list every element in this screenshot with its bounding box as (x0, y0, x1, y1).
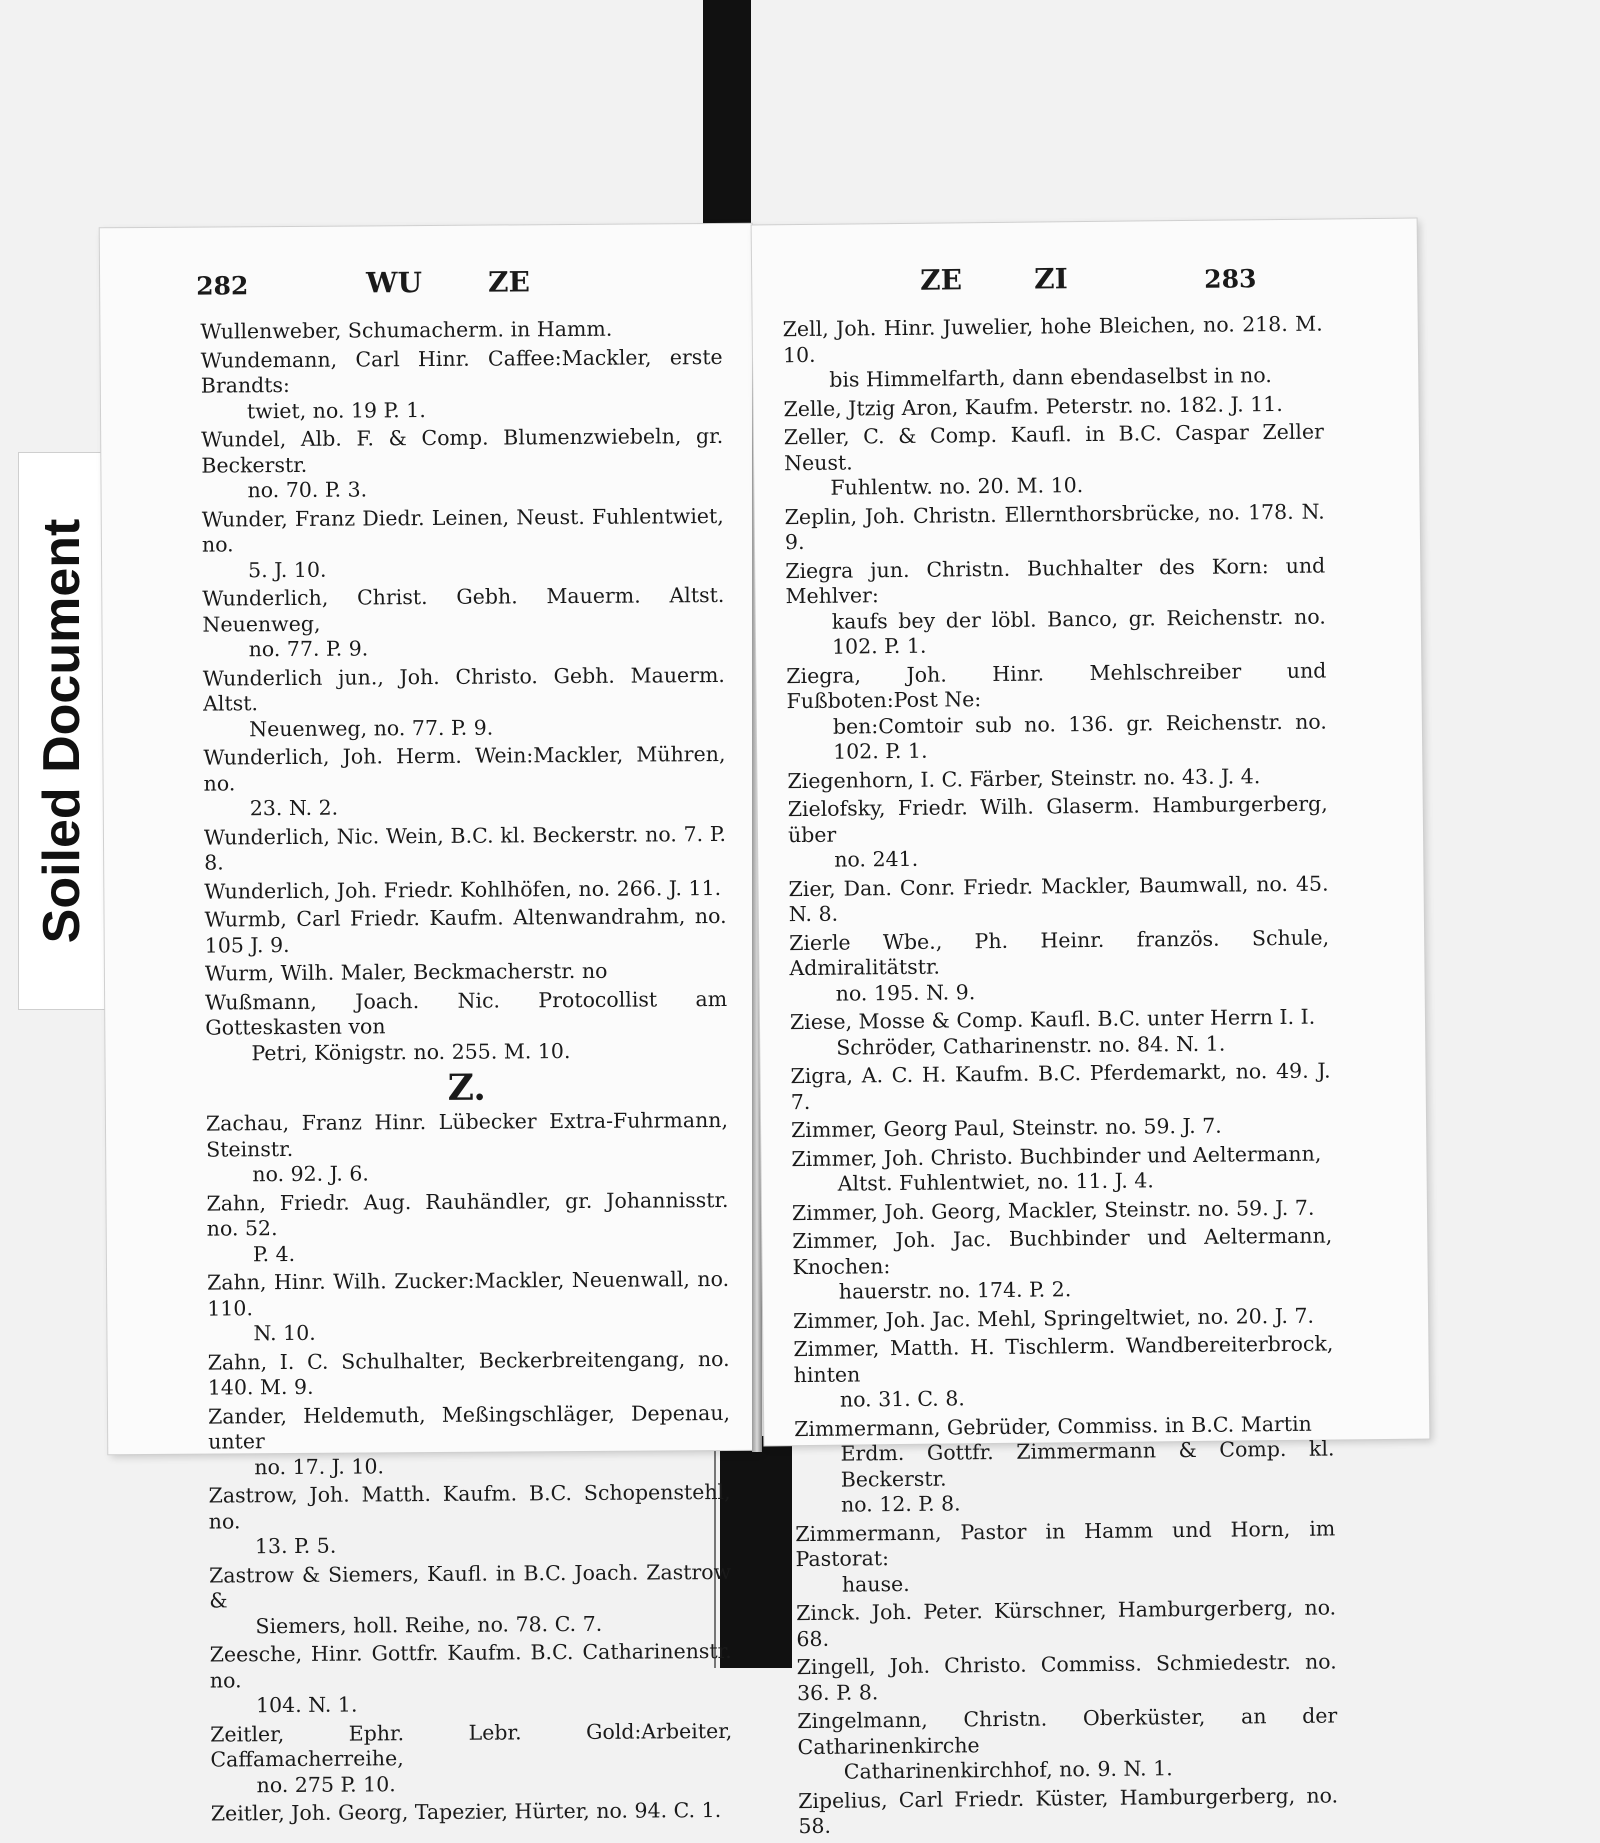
directory-entry (787, 763, 1327, 794)
directory-entry (792, 1223, 1333, 1305)
directory-entry (209, 1559, 732, 1639)
directory-entry (784, 420, 1325, 502)
entry-first-line: Zimmer, Matth. H. Tischlerm. Wandbereiterbrock, hinten (793, 1331, 1334, 1387)
right-running-head-start: ZE (920, 263, 963, 297)
entry-first-line: Ziegra, Joh. Hinr. Mehlschreiber und Fußboten:Post Ne: (786, 658, 1327, 714)
entry-continuation-line: Altst. Fuhlentwiet, no. 11. J. 4. (837, 1168, 1154, 1196)
entry-continuation-line: no. 70. P. 3. (247, 477, 368, 503)
entry-first-line: Wunder, Franz Diedr. Leinen, Neust. Fuhlentwiet, no. (201, 503, 724, 557)
directory-entry (200, 316, 722, 345)
entry-first-line: Ziegra jun. Christn. Buchhalter des Korn: und Mehlver: (785, 553, 1326, 609)
entry-first-line: Zimmer, Joh. Christo. Buchbinder und Aeltermann, (791, 1141, 1322, 1171)
entry-first-line: Zeitler, Joh. Georg, Tapezier, Hürter, no. 94. C. 1. (210, 1797, 722, 1826)
directory-entry (783, 312, 1324, 394)
entry-first-line: Zielofsky, Friedr. Wilh. Glaserm. Hamburgerberg, über (787, 791, 1328, 847)
entry-continuation-line: no. 195. N. 9. (835, 979, 976, 1006)
left-page (100, 224, 761, 1826)
entry-continuation-line: no. 275 P. 10. (256, 1771, 396, 1797)
entry-first-line: Wurmb, Carl Friedr. Kaufm. Altenwandrahm, no. 105 J. 9. (204, 903, 727, 958)
entry-first-line: Zimmermann, Gebrüder, Commiss. in B.C. Martin (794, 1411, 1312, 1441)
entry-continuation-line: Siemers, holl. Reihe, no. 78. C. 7. (255, 1611, 603, 1638)
directory-entry (203, 742, 726, 822)
entry-first-line: Zinck. Joh. Peter. Kürschner, Hamburgerberg, no. 68. (796, 1595, 1337, 1651)
ze-zi-entries (783, 312, 1339, 1840)
entry-continuation-line: 23. N. 2. (249, 795, 339, 821)
directory-entry (206, 1187, 729, 1267)
entry-first-line: Wunderlich, Joh. Friedr. Kohlhöfen, no. 266. J. 11. (204, 875, 722, 904)
entry-continuation-line: N. 10. (253, 1320, 316, 1346)
entry-first-line: Wunderlich, Christ. Gebh. Mauerm. Altst. Neuenweg, (202, 582, 725, 637)
entry-continuation-line: no. 241. (834, 846, 919, 872)
entry-first-line: Zell, Joh. Hinr. Juwelier, hohe Bleichen, no. 218. M. 10. (782, 311, 1323, 367)
label-text: Soiled Document (33, 518, 91, 944)
entry-first-line: Wullenweber, Schumacherm. in Hamm. (200, 316, 613, 344)
right-page (752, 219, 1430, 1839)
entry-first-line: Zingelmann, Christn. Oberküster, an der Catharinenkirche (797, 1703, 1338, 1759)
entry-continuation-line: P. 4. (252, 1241, 296, 1266)
directory-entry (201, 344, 724, 424)
directory-entry (792, 1195, 1332, 1226)
entry-first-line: Zastrow, Joh. Matth. Kaufm. B.C. Schopenstehl, no. (208, 1479, 731, 1534)
entry-continuation-line: Erdm. Gottfr. Zimmermann & Comp. kl. Beckerstr. (840, 1436, 1335, 1492)
directory-entry (795, 1516, 1336, 1598)
entry-first-line: Zahn, Friedr. Aug. Rauhändler, gr. Johannisstr. no. 52. (206, 1187, 729, 1241)
right-running-head-end: ZI (1034, 262, 1068, 296)
entry-continuation-line: no. 12. P. 8. (840, 1491, 961, 1517)
entry-continuation-line: hause. (841, 1571, 910, 1597)
section-letter-z: Z. (447, 1066, 486, 1109)
entry-first-line: Zastrow & Siemers, Kaufl. in B.C. Joach. Zastrow & (209, 1559, 732, 1613)
entry-continuation-line: hauerstr. no. 174. P. 2. (838, 1277, 1072, 1304)
entry-first-line: Zierle Wbe., Ph. Heinr. französ. Schule, Admiralitätstr. (789, 925, 1330, 981)
entry-first-line: Wußmann, Joach. Nic. Protocollist am Gotteskasten von (205, 986, 728, 1040)
entry-continuation-line: no. 77. P. 9. (248, 636, 369, 662)
right-page-number: 283 (1204, 264, 1257, 294)
entry-continuation-line: Schröder, Catharinenstr. no. 84. N. 1. (836, 1031, 1226, 1060)
directory-entry (206, 1108, 729, 1188)
entry-first-line: Zimmer, Joh. Jac. Mehl, Springeltwiet, no. 20. J. 7. (792, 1303, 1315, 1333)
entry-first-line: Wunderlich jun., Joh. Christo. Gebh. Mauerm. Altst. (202, 662, 725, 716)
directory-entry (783, 391, 1323, 422)
directory-entry (785, 553, 1326, 661)
directory-entry (202, 583, 725, 663)
entry-first-line: Zimmer, Joh. Jac. Buchbinder und Aeltermann, Knochen: (792, 1223, 1333, 1279)
directory-entry (797, 1649, 1338, 1706)
entry-first-line: Wurm, Wilh. Maler, Beckmacherstr. no (204, 958, 608, 986)
entry-continuation-line: Neuenweg, no. 77. P. 9. (249, 715, 494, 741)
entry-first-line: Zelle, Jtzig Aron, Kaufm. Peterstr. no. 182. J. 11. (783, 391, 1283, 421)
directory-entry (789, 925, 1330, 1007)
entry-first-line: Wunderlich, Joh. Herm. Wein:Mackler, Mühren, no. (203, 741, 726, 796)
z-entries (206, 1108, 733, 1827)
directory-entry (203, 662, 726, 742)
entry-continuation-line: twiet, no. 19 P. 1. (246, 397, 426, 423)
directory-entry (207, 1267, 730, 1347)
directory-entry (208, 1346, 730, 1401)
entry-first-line: Zimmer, Georg Paul, Steinstr. no. 59. J. 7. (790, 1113, 1222, 1143)
entry-continuation-line: Fuhlentw. no. 20. M. 10. (830, 473, 1084, 500)
directory-entry (790, 1005, 1331, 1062)
directory-entry (210, 1639, 733, 1719)
right-page-entries (783, 312, 1339, 1843)
directory-entry (205, 958, 727, 987)
entry-first-line: Zimmermann, Pastor in Hamm und Horn, im Pastorat: (795, 1515, 1336, 1572)
entry-continuation-line: kaufs bey der löbl. Banco, gr. Reichenstr. no. 102. P. 1. (831, 604, 1326, 659)
entry-continuation-line: 104. N. 1. (255, 1692, 358, 1718)
entry-continuation-line: no. 31. C. 8. (839, 1386, 965, 1412)
directory-entry (788, 792, 1329, 874)
entry-first-line: Zingell, Joh. Christo. Commiss. Schmiedestr. no. 36. P. 8. (796, 1649, 1337, 1705)
entry-first-line: Zachau, Franz Hinr. Lübecker Extra-Fuhrmann, Steinstr. (205, 1107, 729, 1162)
left-page-header (100, 264, 752, 309)
directory-entry (204, 875, 726, 904)
directory-entry (210, 1718, 733, 1798)
directory-entry (796, 1595, 1337, 1652)
entry-first-line: Ziese, Mosse & Comp. Kaufl. B.C. unter Herrn I. I. (789, 1004, 1316, 1035)
entry-first-line: Zeesche, Hinr. Gottfr. Kaufm. B.C. Catharinenstr. no. (209, 1638, 732, 1693)
directory-entry (798, 1783, 1339, 1840)
directory-entry (785, 499, 1326, 556)
directory-entry (788, 871, 1329, 928)
entry-first-line: Ziegenhorn, I. C. Färber, Steinstr. no. 43. J. 4. (787, 763, 1261, 793)
entry-first-line: Zier, Dan. Conr. Friedr. Mackler, Baumwall, no. 45. N. 8. (788, 871, 1329, 927)
entry-first-line: Zander, Heldemuth, Meßingschläger, Depenau, unter (207, 1400, 731, 1454)
directory-entry (208, 1400, 731, 1480)
entry-first-line: Zipelius, Carl Friedr. Küster, Hamburgerberg, no. 58. (798, 1782, 1339, 1839)
entry-first-line: Zeitler, Ephr. Lebr. Gold:Arbeiter, Caffamacherreihe, (210, 1718, 733, 1772)
directory-entry (790, 1059, 1331, 1116)
entry-continuation-line: Catharinenkirchhof, no. 9. N. 1. (843, 1756, 1173, 1784)
entry-first-line: Zigra, A. C. H. Kaufm. B.C. Pferdemarkt, no. 49. J. 7. (790, 1058, 1331, 1114)
entry-first-line: Zeplin, Joh. Christn. Ellernthorsbrücke, no. 178. N. 9. (784, 499, 1325, 555)
left-running-head-start: WU (366, 266, 423, 300)
entry-continuation-line: 5. J. 10. (248, 557, 327, 582)
directory-entry (797, 1703, 1338, 1785)
directory-entry (204, 904, 726, 959)
directory-entry (208, 1480, 731, 1560)
directory-entry (786, 658, 1327, 766)
entry-first-line: Zeller, C. & Comp. Kaufl. in B.C. Caspar Zeller Neust. (783, 419, 1324, 475)
entry-continuation-line: Petri, Königstr. no. 255. M. 10. (251, 1038, 571, 1065)
soiled-document-label (18, 452, 106, 1010)
left-page-number: 282 (196, 271, 249, 301)
directory-entry (793, 1331, 1334, 1413)
entry-continuation-line: no. 17. J. 10. (254, 1453, 385, 1479)
entry-first-line: Zimmer, Joh. Georg, Mackler, Steinstr. no. 59. J. 7. (791, 1195, 1315, 1225)
left-page-entries (200, 316, 733, 1830)
entry-first-line: Zahn, I. C. Schulhalter, Beckerbreitengang, no. 140. M. 9. (207, 1346, 730, 1400)
entry-first-line: Wundemann, Carl Hinr. Caffee:Mackler, erste Brandts: (200, 344, 723, 398)
entry-first-line: Zahn, Hinr. Wilh. Zucker:Mackler, Neuenwall, no. 110. (207, 1266, 730, 1321)
directory-entry (201, 424, 724, 504)
right-page-header (752, 259, 1417, 306)
book-spine-top (703, 0, 751, 232)
entry-continuation-line: bis Himmelfarth, dann ebendaselbst in no. (829, 363, 1272, 392)
entry-first-line: Wundel, Alb. F. & Comp. Blumenzwiebeln, gr. Beckerstr. (201, 423, 724, 478)
directory-entry (794, 1411, 1335, 1519)
directory-entry (205, 986, 728, 1066)
directory-entry (211, 1798, 733, 1827)
left-running-head-end: ZE (487, 265, 531, 299)
entry-continuation-line: ben:Comtoir sub no. 136. gr. Reichenstr. no. 102. P. 1. (832, 709, 1327, 764)
w-entries (200, 316, 727, 1067)
directory-entry (204, 821, 726, 876)
entry-first-line: Wunderlich, Nic. Wein, B.C. kl. Beckerstr. no. 7. P. 8. (203, 821, 727, 875)
directory-entry (791, 1112, 1331, 1143)
entry-continuation-line: 13. P. 5. (254, 1533, 337, 1559)
directory-entry (202, 503, 725, 583)
directory-entry (791, 1141, 1332, 1198)
directory-entry (793, 1303, 1333, 1334)
entry-continuation-line: no. 92. J. 6. (252, 1161, 369, 1187)
